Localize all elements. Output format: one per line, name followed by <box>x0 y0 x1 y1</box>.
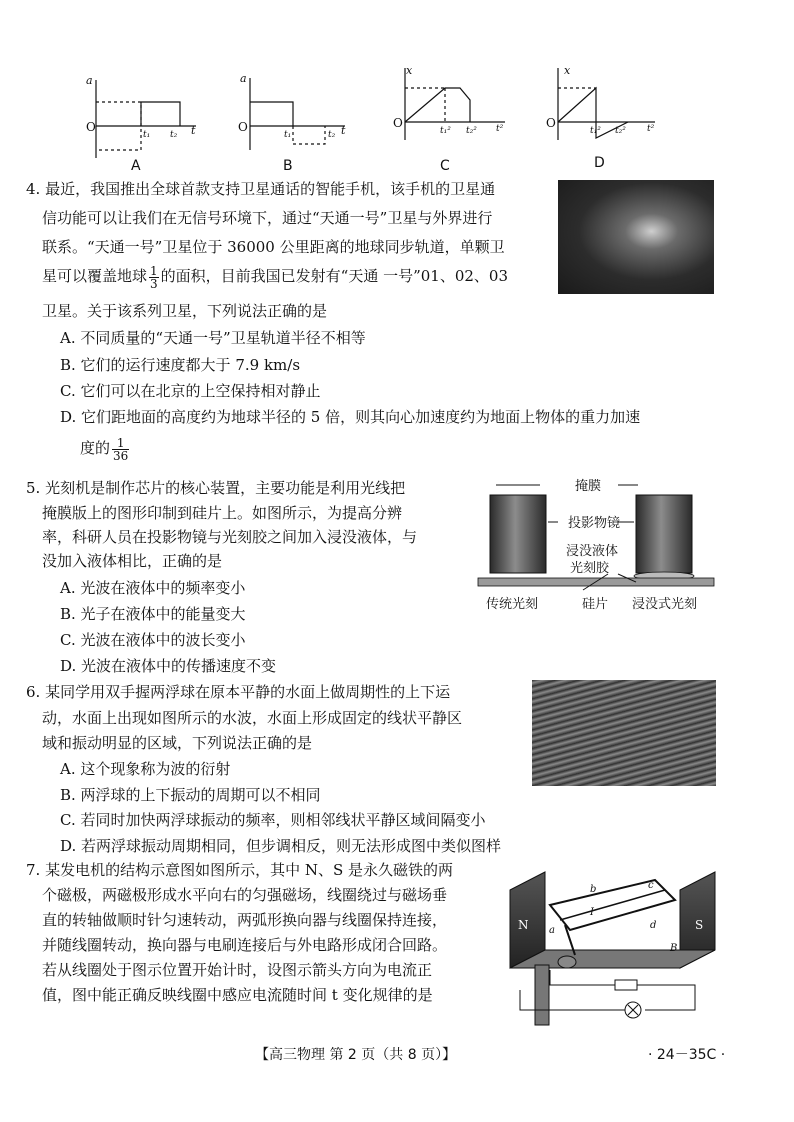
q6-option-c: C. 若同时加快两浮球振动的频率，则相邻线状平静区域间隔变小 <box>60 811 486 829</box>
q5-option-b: B. 光子在液体中的能量变大 <box>60 605 246 623</box>
label-a: a <box>549 925 555 936</box>
svg-text:O: O <box>393 116 403 130</box>
svg-text:t²: t² <box>647 124 655 134</box>
q4-line-4-post: 的面积，目前我国已发射有“天通 一号”01、02、03 <box>160 267 509 285</box>
q7-line-2: 个磁极，两磁极形成水平向右的匀强磁场，线圈绕过与磁场垂 <box>42 886 448 904</box>
q6-line-1: 6. 某同学用双手握两浮球在原本平静的水面上做周期性的上下运 <box>26 683 451 701</box>
svg-text:O: O <box>546 116 556 130</box>
q4-option-b: B. 它们的运行速度都大于 7.9 km/s <box>60 356 301 374</box>
svg-text:x: x <box>406 64 413 77</box>
svg-text:t₁: t₁ <box>143 130 151 140</box>
q6-option-d: D. 若两浮球振动周期相同，但步调相反，则无法形成图中类似图样 <box>60 837 502 855</box>
svg-text:t₁²: t₁² <box>440 126 451 136</box>
q4-line-5: 卫星。关于该系列卫星，下列说法正确的是 <box>42 302 328 320</box>
svg-text:t²: t² <box>496 124 504 134</box>
svg-text:t: t <box>191 124 196 137</box>
graph-label-d: D <box>594 155 605 171</box>
q6-line-2: 动，水面上出现如图所示的水波，水面上形成固定的线状平静区 <box>42 709 463 727</box>
q4-option-a: A. 不同质量的“天通一号”卫星轨道半径不相等 <box>60 329 366 347</box>
label-photoresist: 光刻胶 <box>570 561 610 576</box>
svg-text:x: x <box>564 64 571 77</box>
label-I: I <box>590 907 594 918</box>
q7-line-4: 并随线圈转动，换向器与电刷连接后与外电路形成闭合回路。 <box>42 936 448 954</box>
q5-line-3: 率，科研人员在投影物镜与光刻胶之间加入浸没液体，与 <box>42 528 418 546</box>
one-36th-fraction <box>112 437 129 462</box>
q7-line-1: 7. 某发电机的结构示意图如图所示，其中 N、S 是永久磁铁的两 <box>26 861 454 879</box>
fraction-denominator: 36 <box>113 448 129 463</box>
q4-option-d-cont-text: 度的 <box>80 439 111 457</box>
label-N: N <box>518 918 529 932</box>
fraction-numerator: 1 <box>112 437 129 450</box>
q4-option-d: D. 它们距地面的高度约为地球半径的 5 倍，则其向心加速度约为地面上物体的重力加速 <box>60 408 641 426</box>
q4-line-4 <box>42 264 508 290</box>
graph-label-c: C <box>440 158 450 174</box>
q4-option-c: C. 它们可以在北京的上空保持相对静止 <box>60 382 321 400</box>
one-third-fraction <box>149 265 159 290</box>
q7-line-6: 值，图中能正确反映线圈中感应电流随时间 t 变化规律的是 <box>42 986 433 1004</box>
svg-text:t₁²: t₁² <box>590 126 601 136</box>
q7-line-5: 若从线圈处于图示位置开始计时，设图示箭头方向为电流正 <box>42 961 433 979</box>
q6-option-b: B. 两浮球的上下振动的周期可以不相同 <box>60 786 321 804</box>
svg-text:t₂²: t₂² <box>466 126 477 136</box>
q5-option-d: D. 光波在液体中的传播速度不变 <box>60 657 277 675</box>
label-B: B <box>670 943 678 954</box>
fraction-denominator: 3 <box>150 276 158 291</box>
label-d: d <box>650 920 657 931</box>
q6-line-3: 域和振动明显的区域，下列说法正确的是 <box>42 734 313 752</box>
q5-line-1: 5. 光刻机是制作芯片的核心装置，主要功能是利用光线把 <box>26 479 406 497</box>
q4-line-3: 联系。“天通一号”卫星位于 36000 公里距离的地球同步轨道，单颗卫 <box>42 238 505 256</box>
q4-option-d-cont <box>80 436 131 462</box>
graph-label-b: B <box>283 158 293 174</box>
svg-text:a: a <box>240 72 247 85</box>
svg-text:O: O <box>86 120 96 134</box>
label-c: c <box>648 880 654 891</box>
label-projection-lens: 投影物镜 <box>568 516 621 531</box>
label-silicon-wafer: 硅片 <box>582 597 609 612</box>
satellite-photo <box>558 180 714 294</box>
water-wave-photo <box>532 680 716 786</box>
answer-graphs <box>0 0 794 180</box>
q4-line-2: 信功能可以让我们在无信号环境下，通过“天通一号”卫星与外界进行 <box>42 209 493 227</box>
graph-label-a: A <box>131 158 141 174</box>
label-immersion-lithography: 浸没式光刻 <box>632 597 698 612</box>
generator-diagram <box>505 860 720 1032</box>
label-traditional-lithography: 传统光刻 <box>486 597 539 612</box>
label-S: S <box>695 918 704 932</box>
fraction-numerator: 1 <box>150 263 158 278</box>
svg-text:t₂: t₂ <box>170 130 178 140</box>
q5-line-2: 掩膜版上的图形印制到硅片上。如图所示，为提高分辨 <box>42 504 403 522</box>
svg-text:O: O <box>238 120 248 134</box>
label-immersion-liquid: 浸没液体 <box>566 544 619 559</box>
q6-option-a: A. 这个现象称为波的衍射 <box>60 760 231 778</box>
svg-text:t₂²: t₂² <box>615 126 626 136</box>
q5-option-a: A. 光波在液体中的频率变小 <box>60 579 246 597</box>
q5-line-4: 没加入液体相比，正确的是 <box>42 552 223 570</box>
svg-text:a: a <box>86 74 93 87</box>
q5-option-c: C. 光波在液体中的波长变小 <box>60 631 246 649</box>
svg-text:t₂: t₂ <box>328 130 336 140</box>
label-b: b <box>590 884 597 895</box>
q4-line-4-pre: 星可以覆盖地球 <box>42 267 148 285</box>
q4-line-1: 4. 最近，我国推出全球首款支持卫星通话的智能手机，该手机的卫星通 <box>26 180 496 198</box>
label-mask: 掩膜 <box>575 479 602 494</box>
q7-line-3: 直的转轴做顺时针匀速转动，两弧形换向器与线圈保持连接， <box>42 911 448 929</box>
svg-text:t: t <box>341 124 346 137</box>
page-footer-title: 【高三物理 第 2 页（共 8 页）】 <box>255 1047 457 1063</box>
page-footer-code: · 24－35C · <box>648 1047 726 1063</box>
svg-text:t₁: t₁ <box>284 130 292 140</box>
